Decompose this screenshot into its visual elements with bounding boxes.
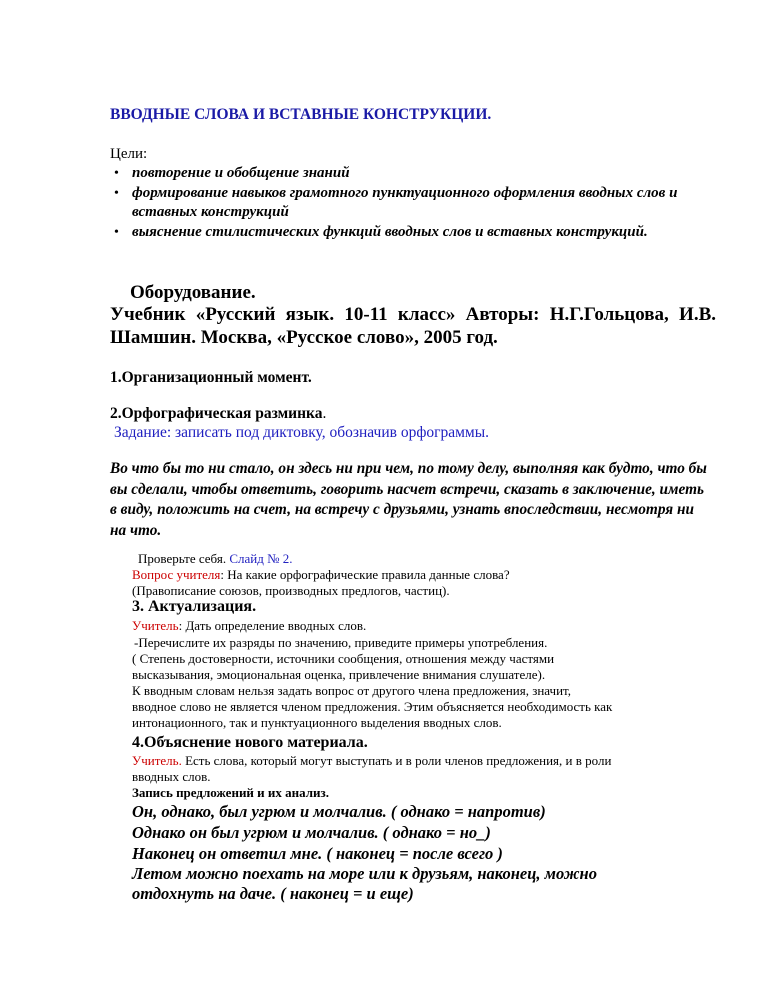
teacher-label: Учитель. [132,753,182,768]
example-sentence: отдохнуть на даче. ( наконец = и еще) [132,884,414,903]
example-sentence: Он, однако, был угрюм и молчалив. ( однако = напротив) [132,802,546,821]
section-spelling-warmup [110,405,326,423]
actualization-line: К вводным словам нельзя задать вопрос от другого члена предложения, значит, [132,683,571,698]
check-text: Проверьте себя. [138,551,230,566]
example-sentence: Наконец он ответил мне. ( наконец = после всего ) [132,844,503,863]
section-spelling-warmup-label: 2.Орфографическая разминка [110,405,323,422]
section-organizational: 1.Организационный момент. [110,369,312,386]
teacher-question-label: Вопрос учителя [132,567,221,582]
actualization-text: : Дать определение вводных слов. [178,618,367,633]
question-answer: (Правописание союзов, производных предлогов, частиц). [132,583,450,598]
task-text: Задание: записать под диктовку, обозначив орфограммы. [114,424,490,441]
goals-label: Цели: [110,146,148,162]
analysis-subheading: Запись предложений и их анализ. [132,785,330,800]
actualization-line: вводное слово не является членом предложения. Этим объясняется необходимость как [132,699,613,714]
section-spelling-warmup-dot: . [322,405,327,422]
teacher-label: Учитель [132,618,179,633]
example-sentence: Летом можно поехать на море или к друзьям, наконец, можно [132,864,597,883]
goal-item: • формирование навыков грамотного пунктуационного оформления вводных слов и вставных конструкций [110,184,690,223]
teacher-question-text: : На какие орфографические правила данные слова? [220,567,510,582]
actualization-line: -Перечислите их разряды по значению, приведите примеры употребления. [134,635,548,650]
check-line [138,551,292,567]
textbook-reference: Учебник «Русский язык. 10-11 класс» Авторы: Н.Г.Гольцова, И.В. Шамшин. Москва, «Русское слово», 2005 год. [110,304,716,348]
equipment-heading: Оборудование. [130,282,256,303]
dictation-text: Во что бы то ни стало, он здесь ни при чем, по тому делу, выполняя как будто, что бы вы сделали, чтобы ответить, говорить насчет встречи, сказать в заключение, иметь в виду, положить на счет, на встречу с друзьями, узнать впоследствии, несмотря ни на что. [110,460,707,539]
new-material-line: вводных слов. [132,769,211,784]
document-title: ВВОДНЫЕ СЛОВА И ВСТАВНЫЕ КОНСТРУКЦИИ. [110,106,492,123]
goal-item: • повторение и обобщение знаний [110,164,690,184]
actualization-line: ( Степень достоверности, источники сообщения, отношения между частями [132,651,555,666]
new-material-text: Есть слова, который могут выступать и в роли членов предложения, и в роли [181,753,612,768]
example-sentence: Однако он был угрюм и молчалив. ( однако = но_) [132,823,491,842]
actualization-line: интонационного, так и пунктуационного выделения вводных слов. [132,715,502,730]
slide-reference: Слайд № 2. [229,551,293,566]
goals-list [110,164,690,242]
teacher-question-line [132,567,510,583]
new-material-line [132,753,611,769]
actualization-line [132,618,366,634]
section-new-material: 4.Объяснение нового материала. [132,734,368,751]
actualization-line: высказывания, эмоциональная оценка, привлечение внимания слушателе). [132,667,546,682]
section-actualization: 3. Актуализация. [132,598,257,615]
goal-item: • выяснение стилистических функций вводных слов и вставных конструкций. [110,223,690,243]
